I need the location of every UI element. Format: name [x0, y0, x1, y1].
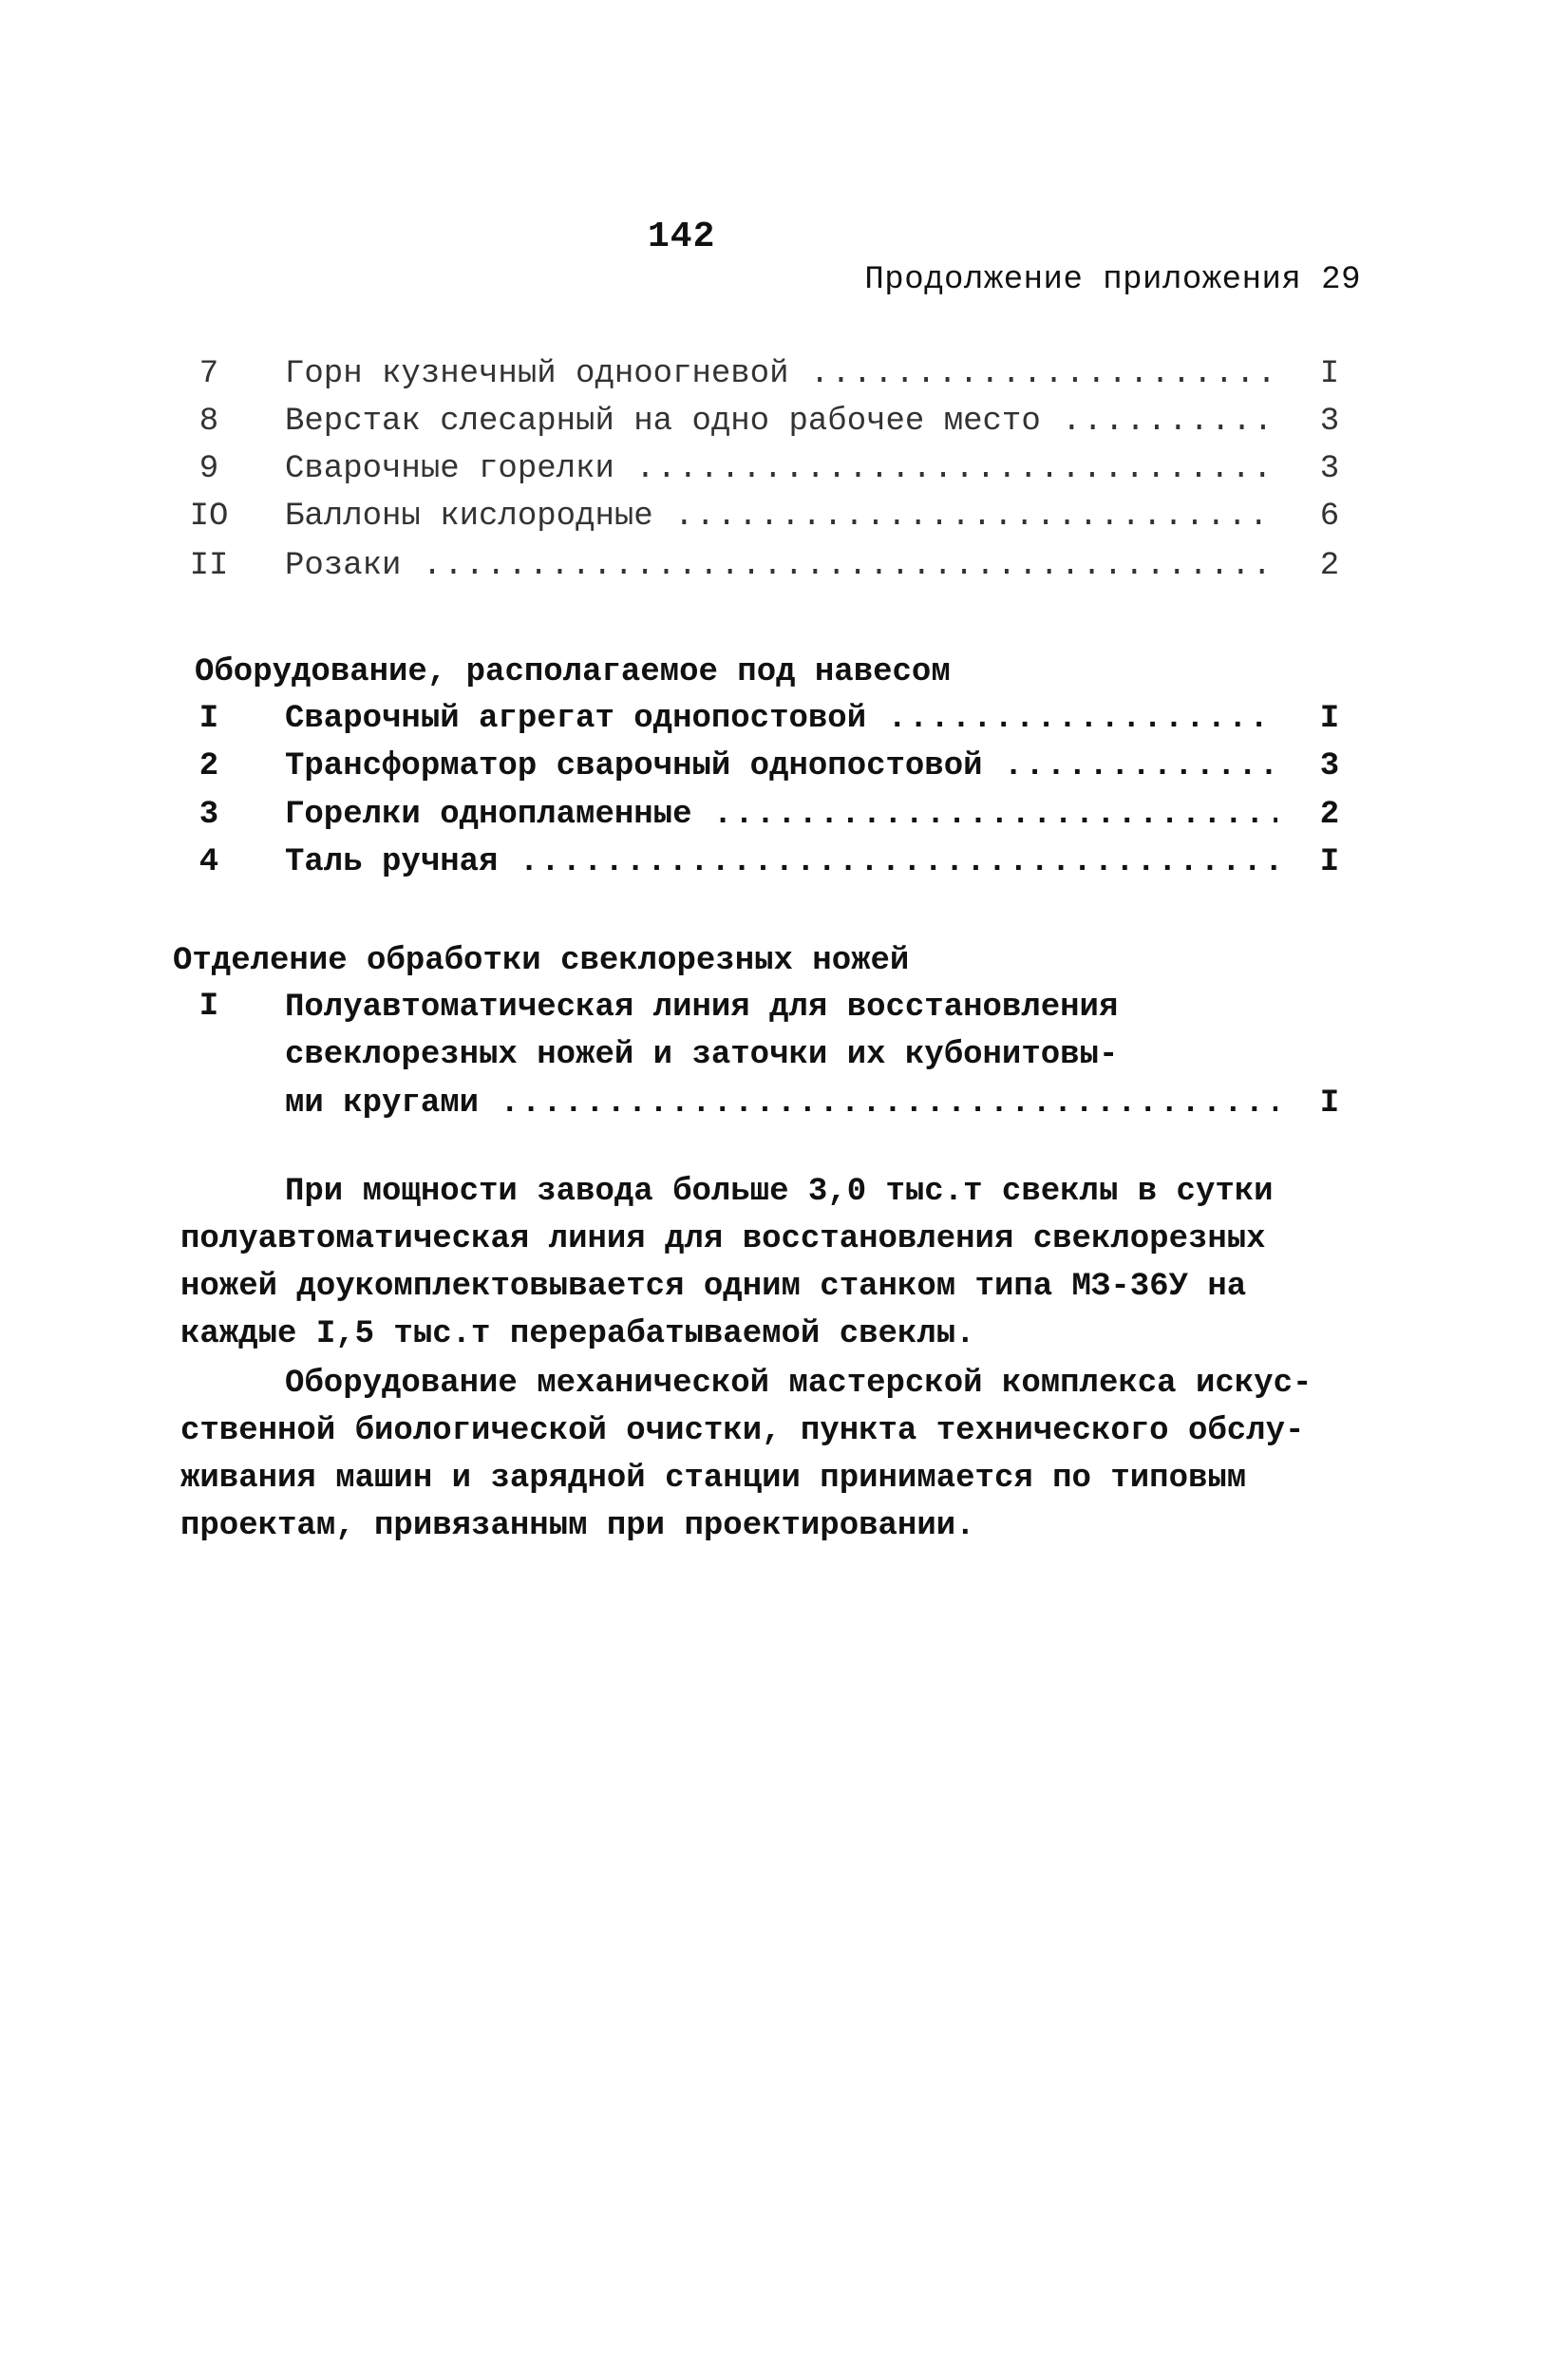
item-name: Трансформатор сварочный однопостовой ..... [285, 744, 1277, 789]
list-item [0, 744, 1568, 789]
item-number: IO [189, 499, 229, 535]
item-name: Розаки ..... [285, 543, 1277, 589]
item-name-line: свеклорезных ножей и заточки их кубонитовы- [285, 1037, 1119, 1073]
paragraph-line: проектам, привязанным при проектировании. [180, 1508, 975, 1544]
item-name: Горелки однопламенные ..... [285, 792, 1277, 838]
list-item [0, 399, 1568, 444]
item-name-line: ми кругами ..... [285, 1081, 1277, 1126]
list-item [0, 446, 1568, 492]
list-item [0, 840, 1568, 885]
item-number: 8 [198, 404, 219, 440]
item-name: Верстак слесарный на одно рабочее место ..... [285, 399, 1277, 444]
paragraph-capacity-note [180, 1168, 1320, 1358]
item-quantity: 3 [1319, 404, 1340, 440]
item-quantity: 2 [1319, 797, 1340, 833]
item-name-line: Полуавтоматическая линия для восстановления [285, 990, 1119, 1026]
item-name: Сварочный агрегат однопостовой ..... [285, 696, 1277, 742]
list-item [0, 351, 1568, 397]
item-quantity: I [1319, 356, 1340, 392]
item-number: II [189, 548, 229, 584]
item-quantity: I [1319, 844, 1340, 880]
item-number: I [198, 989, 219, 1025]
item-number: 2 [198, 748, 219, 784]
paragraph-line: полуавтоматическая линия для восстановления свеклорезных [180, 1221, 1266, 1257]
item-name: Баллоны кислородные ..... [285, 494, 1277, 539]
list-item [0, 494, 1568, 539]
paragraph-line: Оборудование механической мастерской комплекса искус- [285, 1366, 1313, 1402]
item-name: Сварочные горелки ..... [285, 446, 1277, 492]
list-item [0, 792, 1568, 838]
paragraph-line: каждые I,5 тыс.т перерабатываемой свеклы. [180, 1316, 975, 1352]
item-number: 7 [198, 356, 219, 392]
paragraph-line: При мощности завода больше 3,0 тыс.т свеклы в сутки [285, 1174, 1274, 1210]
list-item-last-row [0, 1081, 1568, 1126]
section-title-canopy: Оборудование, располагаемое под навесом [195, 654, 951, 690]
paragraph-line: ножей доукомплектовывается одним станком типа МЗ-36У на [180, 1269, 1247, 1305]
item-quantity: 6 [1319, 499, 1340, 535]
item-quantity: I [1319, 1085, 1340, 1122]
list-item [0, 696, 1568, 742]
page-number: 142 [648, 217, 716, 257]
paragraph-line: живания машин и зарядной станции принимается по типовым [180, 1461, 1247, 1497]
paragraph-workshop-note [180, 1360, 1320, 1550]
item-quantity: 3 [1319, 748, 1340, 784]
item-number: I [198, 701, 219, 737]
item-name: Горн кузнечный одноогневой ..... [285, 351, 1277, 397]
section-title-knives: Отделение обработки свеклорезных ножей [173, 943, 910, 979]
item-quantity: 2 [1319, 548, 1340, 584]
list-item [0, 543, 1568, 589]
continuation-label: Продолжение приложения 29 [864, 262, 1361, 298]
item-quantity: I [1319, 701, 1340, 737]
item-quantity: 3 [1319, 451, 1340, 487]
item-number: 9 [198, 451, 219, 487]
item-number: 3 [198, 797, 219, 833]
paragraph-line: ственной биологической очистки, пункта технического обслу- [180, 1413, 1305, 1449]
item-name: Таль ручная ..... [285, 840, 1277, 885]
item-number: 4 [198, 844, 219, 880]
